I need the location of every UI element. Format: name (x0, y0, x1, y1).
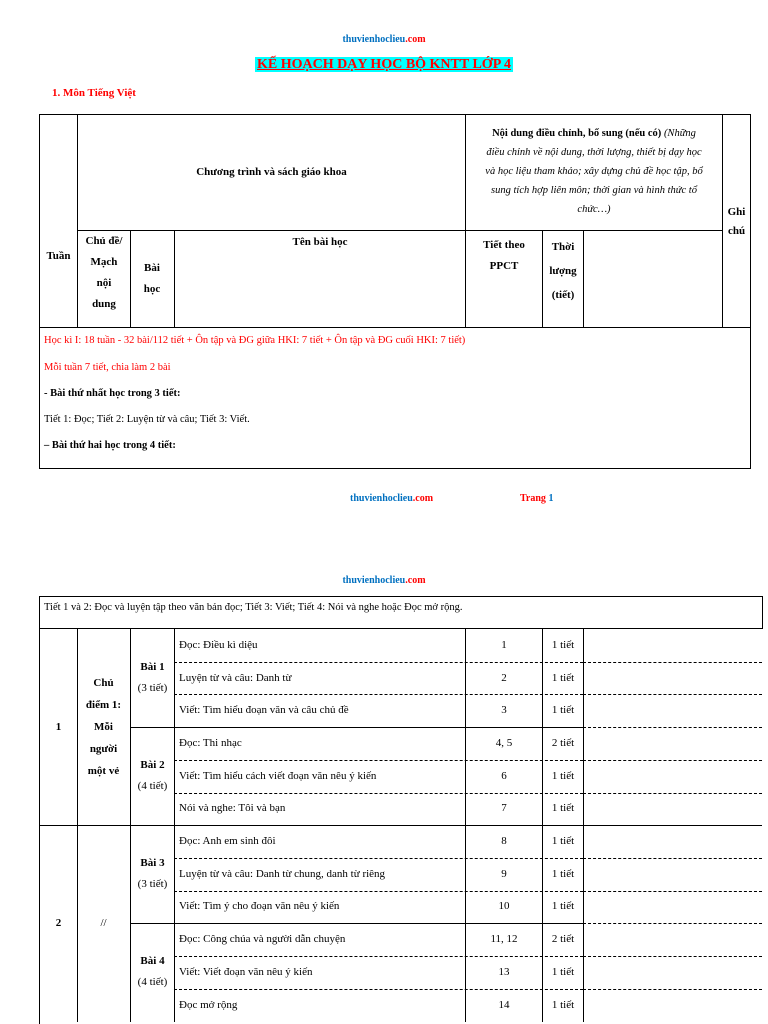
header-note: Ghi chú (727, 205, 746, 237)
second-lesson-note: – Bài thứ hai học trong 4 tiết: (44, 440, 176, 451)
ppct-number: 10 (498, 900, 510, 913)
ppct-number: 1 (501, 638, 507, 651)
topic-cell: // (100, 917, 107, 930)
lesson-title: Đọc: Điều kì diệu (179, 638, 258, 651)
ppct-number: 4, 5 (495, 736, 513, 749)
lesson-periods: (3 tiết) (137, 682, 168, 695)
lesson-title: Đọc mở rộng (179, 998, 238, 1011)
header-topic: Chủ đề/ Mạch nội dung (85, 235, 123, 310)
ppct-number: 13 (498, 965, 510, 978)
first-lesson-note: - Bài thứ nhất học trong 3 tiết: (44, 388, 181, 399)
header-lesson: Bài học (143, 262, 161, 295)
lesson-title: Đọc: Anh em sinh đôi (179, 835, 276, 848)
lesson-cell (131, 923, 174, 1021)
lesson-title: Viết: Tìm hiểu cách viết đoạn văn nêu ý kiến (179, 769, 377, 782)
header-duration: Thời lượng (tiết) (549, 240, 577, 302)
subject-heading: 1. Môn Tiếng Việt (52, 87, 136, 99)
lesson-cell (131, 727, 174, 825)
duration: 1 tiết (551, 900, 575, 913)
document-title: KẾ HOẠCH DẠY HỌC BỘ KNTT LỚP 4 (257, 57, 511, 72)
duration: 1 tiết (551, 835, 575, 848)
duration: 1 tiết (551, 867, 575, 880)
ppct-number: 11, 12 (490, 933, 518, 946)
header-program: Chương trình và sách giáo khoa (196, 166, 347, 179)
ppct-number: 8 (501, 835, 507, 848)
weekly-note: Mỗi tuần 7 tiết, chia làm 2 bài (44, 362, 171, 373)
week-number: 1 (55, 720, 62, 733)
duration: 1 tiết (551, 671, 575, 684)
header-lesson-name: Tên bài học (292, 235, 348, 248)
lesson-name: Bài 4 (140, 955, 165, 968)
duration: 1 tiết (551, 965, 575, 978)
lesson-cell (131, 629, 174, 727)
first-lesson-detail: Tiết 1: Đọc; Tiết 2: Luyện từ và câu; Tiết 3: Viết. (44, 414, 250, 425)
lesson-title: Luyện từ và câu: Danh từ chung, danh từ riêng (179, 867, 386, 880)
page-number: Trang 1 (520, 493, 554, 504)
ppct-number: 7 (501, 802, 507, 815)
topic-cell: Chủ điểm 1: Mỗi người một vẻ (85, 677, 122, 778)
header-period: Tiết theo PPCT (483, 239, 525, 272)
watermark: thuvienhoclieu.com (342, 34, 426, 45)
duration: 1 tiết (551, 998, 575, 1011)
lesson-periods: (3 tiết) (137, 878, 168, 891)
lesson-periods: (4 tiết) (137, 780, 168, 793)
week-number: 2 (55, 916, 62, 929)
duration: 1 tiết (551, 802, 575, 815)
lesson-name: Bài 2 (140, 759, 165, 772)
header-adjustment: Nội dung điều chỉnh, bổ sung (nếu có) (Những điều chỉnh về nội dung, thời lượng, thiết bị dạy học và học liệu tham khảo; xây dựng chủ đề học tập, bổ sung tích hợp liên môn; thời gian và hình thức tổ chức…) (485, 128, 703, 215)
ppct-number: 3 (501, 704, 507, 717)
ppct-number: 2 (501, 671, 507, 684)
lesson-title: Nói và nghe: Tôi và bạn (179, 802, 286, 815)
ppct-number: 9 (501, 867, 507, 880)
lesson-periods: (4 tiết) (137, 976, 168, 989)
period-intro: Tiết 1 và 2: Đọc và luyện tập theo văn bản đọc; Tiết 3: Viết; Tiết 4: Nói và nghe hoặc Đọc mở rộng. (44, 602, 463, 613)
duration: 2 tiết (551, 736, 575, 749)
lesson-title: Luyện từ và câu: Danh từ (179, 671, 292, 684)
header-week: Tuần (46, 250, 71, 263)
lesson-title: Đọc: Thi nhạc (179, 736, 242, 749)
lesson-title: Viết: Tìm hiểu đoạn văn và câu chủ đề (179, 704, 349, 717)
ppct-number: 6 (501, 769, 507, 782)
footer-watermark: thuvienhoclieu.com (350, 493, 434, 504)
lesson-title: Viết: Viết đoạn văn nêu ý kiến (179, 965, 313, 978)
semester-note: Học kì I: 18 tuần - 32 bài/112 tiết + Ôn tập và ĐG giữa HKI: 7 tiết + Ôn tập và ĐG cuối HKI: 7 tiết) (44, 335, 466, 346)
ppct-number: 14 (498, 998, 510, 1011)
lesson-title: Đọc: Công chúa và người dẫn chuyện (179, 933, 346, 946)
watermark-page-2: thuvienhoclieu.com (342, 575, 426, 586)
lesson-name: Bài 1 (140, 661, 165, 674)
duration: 1 tiết (551, 769, 575, 782)
duration: 2 tiết (551, 933, 575, 946)
lesson-cell (131, 825, 174, 923)
duration: 1 tiết (551, 704, 575, 717)
lesson-title: Viết: Tìm ý cho đoạn văn nêu ý kiến (179, 900, 340, 913)
duration: 1 tiết (551, 638, 575, 651)
lesson-name: Bài 3 (140, 857, 165, 870)
